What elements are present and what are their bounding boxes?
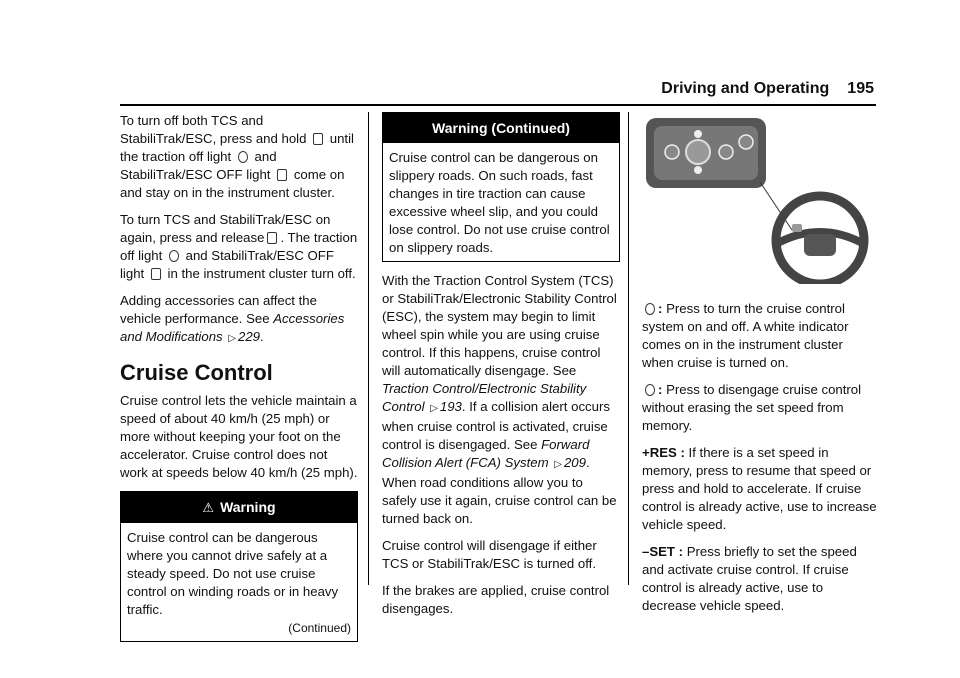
xref-page[interactable]: 209 <box>563 455 586 470</box>
xref-link[interactable]: Forward Collision Alert (FCA) System <box>382 437 590 470</box>
warning-triangle-icon: ⚠ <box>202 500 215 515</box>
paragraph: If the brakes are applied, cruise control disengages. <box>382 583 610 616</box>
xref-arrow-icon: ▷ <box>228 333 237 344</box>
column-divider <box>628 112 629 585</box>
warning-box <box>120 491 358 642</box>
xref-link[interactable]: Accessories and Modifications <box>120 311 345 344</box>
paragraph: With the Traction Control System (TCS) or StabiliTrak/Electronic Stability Control (ESC), the system may begin to limit wheel spin while you are using cruise control. If this happens, cruise control will automatically disengage. See Traction Control/Electronic Stability Control ▷ 193. If a collision alert occurs when cruise control is activated, cruise control is disengaged. See Forward Collision Alert (FCA) System ▷ 209. When road conditions allow you to safely use it again, cruise control can be turned back on. <box>382 273 617 526</box>
warning-box <box>382 112 620 262</box>
control-description: +RES : If there is a set speed in memory, press to resume that speed or press and hold to accelerate. If cruise control is already active, use to increase vehicle speed. <box>642 445 877 532</box>
stabilitrak-off-light-icon <box>151 268 161 280</box>
stabilitrak-off-light-icon <box>277 169 287 181</box>
xref-link[interactable]: Traction Control/Electronic Stability Control <box>382 381 587 414</box>
column-1 <box>120 112 358 642</box>
control-description: : Press to disengage cruise control without erasing the set speed from memory. <box>642 382 862 433</box>
cruise-on-off-icon <box>645 303 655 315</box>
page-number: 195 <box>847 80 874 97</box>
cruise-cancel-icon <box>645 384 655 396</box>
warning-header: Warning (Continued) <box>383 113 619 143</box>
column-3 <box>642 112 878 624</box>
traction-off-light-icon <box>169 250 179 262</box>
warning-body: Cruise control can be dangerous on slippery roads. On such roads, fast changes in tire traction can cause excessive wheel slip, and you could lose control. Do not use cruise control on slippery roads. <box>389 150 610 255</box>
paragraph: Adding accessories can affect the vehicle performance. See Accessories and Modifications ▷ 229. <box>120 293 345 344</box>
warning-body: Cruise control can be dangerous where you cannot drive safely at a steady speed. Do not use cruise control on winding roads or in heavy traffic. (Continued) <box>127 530 351 635</box>
paragraph: To turn off both TCS and StabiliTrak/ESC, press and hold until the traction off light and StabiliTrak/ESC OFF light come on and stay on in the instrument cluster. <box>120 113 354 200</box>
steering-wheel-controls-illustration <box>642 112 872 284</box>
paragraph: To turn TCS and StabiliTrak/ESC on again, press and release . The traction off light and StabiliTrak/ESC OFF light in the instrument cluster turn off. <box>120 212 358 281</box>
xref-arrow-icon: ▷ <box>430 403 438 414</box>
section-name: Driving and Operating <box>661 80 830 97</box>
control-description: : Press to turn the cruise control system on and off. A white indicator comes on in the instrument cluster when cruise is turned on. <box>642 301 849 370</box>
xref-arrow-icon: ▷ <box>554 459 562 470</box>
section-title: Cruise Control <box>120 360 273 385</box>
control-description: –SET : Press briefly to set the speed and activate cruise control. If cruise control is already active, use to decrease vehicle speed. <box>642 544 857 613</box>
header-rule <box>120 104 876 106</box>
paragraph: Cruise control will disengage if either TCS or StabiliTrak/ESC is turned off. <box>382 538 597 571</box>
running-header <box>661 80 874 98</box>
warning-header: ⚠ Warning <box>121 492 357 523</box>
traction-off-light-icon <box>238 151 248 163</box>
column-2 <box>382 112 620 627</box>
paragraph: Cruise control lets the vehicle maintain a speed of about 40 km/h (25 mph) or more without keeping your foot on the accelerator. Cruise control does not work at speeds below 40 km/h (25 mph). <box>120 393 358 480</box>
xref-page[interactable]: 229 <box>238 329 261 344</box>
column-divider <box>368 112 369 585</box>
traction-off-button-icon <box>313 133 323 145</box>
continued-label: (Continued) <box>288 621 351 635</box>
traction-off-button-icon <box>267 232 277 244</box>
xref-page[interactable]: 193 <box>439 399 462 414</box>
